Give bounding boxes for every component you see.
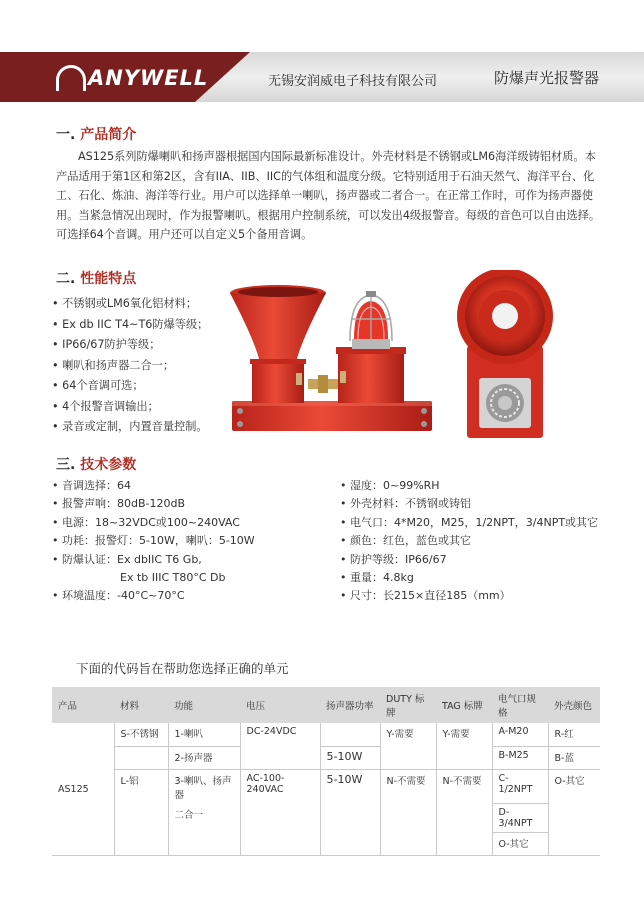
wall-speaker-product-image [453,270,557,440]
spec-item: • 电源：18~32VDC或100~240VAC [52,514,255,532]
table-cell-power: 5-10W [320,746,380,769]
spec-item: • 尺寸：长215×直径185（mm） [340,587,598,605]
spec-item: • 颜色：红色，蓝色或其它 [340,532,598,550]
table-cell-color: B-蓝 [548,746,600,769]
section-number: 三. [56,457,76,473]
table-cell-material [114,746,168,769]
spec-item: • 防护等级：IP66/67 [340,551,598,569]
table-cell-color: R-红 [548,723,600,746]
section-intro-heading [56,124,136,144]
spec-item: • 重量：4.8kg [340,569,598,587]
table-cell-function: 3-喇叭、扬声器 [168,769,240,804]
product-title: 防爆声光报警器 [494,69,600,87]
table-cell-tag: N-不需要 [436,769,492,804]
table-cell-tag [436,804,492,833]
intro-paragraph: AS125系列防爆喇叭和扬声器根据国内国际最新标准设计。外壳材料是不锈钢或LM6海洋级铸铝材质。本产品适用于第1区和第2区，含有IIA、IIB、IIC的气体组和温度分级。它特别适用于石油天然气、海洋平台、化工、石化、炼油、海洋等行业。用户可以选择单一喇叭，扬声器或二者合一。在正常工作时，可作为扬声器使用。当紧急情况出现时，作为报警喇叭。根据用户控制系统，可以发出4级报警音。每级的音色可以自由选择。可选择64个音调。用户还可以自定义5个备用音调。 [56,150,601,241]
table-header: 外壳颜色 [548,687,600,723]
table-header: 电气口规格 [492,687,548,723]
table-cell-duty [380,833,436,856]
table-cell-entry: B-M25 [492,746,548,769]
spec-item: • 电气口：4*M20，M25，1/2NPT，3/4NPT或其它 [340,514,598,532]
model-selector-table [52,687,600,856]
spec-item: • 报警声响：80dB-120dB [52,495,255,513]
table-cell-duty [380,804,436,833]
feature-item: • 4个报警音调输出； [52,397,208,418]
table-cell-function: 2-扬声器 [168,746,240,769]
table-cell-color: O-其它 [548,769,600,804]
table-cell-duty: Y-需要 [380,723,436,769]
table-cell-power [320,833,380,856]
table-cell-material: L-铝 [114,769,168,856]
table-header: 电压 [240,687,320,723]
feature-item: • Ex db IIC T4~T6防爆等级； [52,315,208,336]
table-cell-color [548,804,600,833]
table-header: 材料 [114,687,168,723]
table-cell-voltage [240,804,320,833]
table-header-row [52,687,600,723]
company-name: 无锡安润威电子科技有限公司 [268,74,438,89]
spec-item: • 音调选择：64 [52,477,255,495]
feature-item: • 喇叭和扬声器二合一； [52,356,208,377]
table-header: 产品 [52,687,114,723]
feature-list [52,294,208,438]
table-cell-power [320,804,380,833]
table-cell-power: 5-10W [320,769,380,804]
table-cell-entry: A-M20 [492,723,548,746]
table-cell-tag [436,833,492,856]
table-cell-voltage: DC-24VDC [240,723,320,769]
table-cell-voltage: AC-100-240VAC [240,769,320,804]
table-cell-voltage [240,833,320,856]
table-row [52,723,600,746]
spec-item: • 防爆认证：Ex dbIIC T6 Gb, [52,551,255,569]
spec-item: • 湿度：0~99%RH [340,477,598,495]
logo-arc-icon [56,65,86,91]
table-cell-entry: D-3/4NPT [492,804,548,833]
spec-item: • 功耗：报警灯：5-10W，喇叭：5-10W [52,532,255,550]
spec-item: • 外壳材料：不锈钢或铸铝 [340,495,598,513]
spec-item: Ex tb IIIC T80°C Db [120,571,226,585]
table-cell-entry: C-1/2NPT [492,769,548,804]
header-band [0,52,644,102]
section-features-heading [56,268,136,288]
section-number: 一. [56,127,76,143]
section-specs-heading [56,454,136,474]
table-cell-duty: N-不需要 [380,769,436,804]
table-cell-function [168,833,240,856]
feature-item: • IP66/67防护等级； [52,335,208,356]
company-logo [56,62,208,94]
table-cell-tag: Y-需要 [436,723,492,769]
table-cell-function: 1-喇叭 [168,723,240,746]
spec-list-left [52,477,255,606]
table-cell-material: S-不锈钢 [114,723,168,746]
feature-item: • 不锈钢或LM6氧化铝材料； [52,294,208,315]
table-header: 功能 [168,687,240,723]
table-header: DUTY 标牌 [380,687,436,723]
spec-list-right [340,477,598,606]
horn-beacon-product-image [226,283,436,435]
feature-item: • 录音或定制，内置音量控制。 [52,417,208,438]
section-number: 二. [56,271,76,287]
section-title: 技术参数 [80,457,137,473]
selector-title: 下面的代码旨在帮助您选择正确的单元 [76,661,289,676]
logo-text: ANYWELL [88,66,209,90]
table-header: TAG 标牌 [436,687,492,723]
table-cell-power [320,723,380,746]
spec-item: • 环境温度：-40°C~70°C [52,587,255,605]
table-header: 扬声器功率 [320,687,380,723]
table-cell-entry: O-其它 [492,833,548,856]
table-row [52,746,600,769]
table-cell-function: 二合一 [168,804,240,833]
section-title: 产品简介 [80,127,137,143]
table-cell-color [548,833,600,856]
feature-item: • 64个音调可选； [52,376,208,397]
section-title: 性能特点 [80,271,137,287]
table-row [52,769,600,804]
table-cell-product: AS125 [52,723,114,856]
